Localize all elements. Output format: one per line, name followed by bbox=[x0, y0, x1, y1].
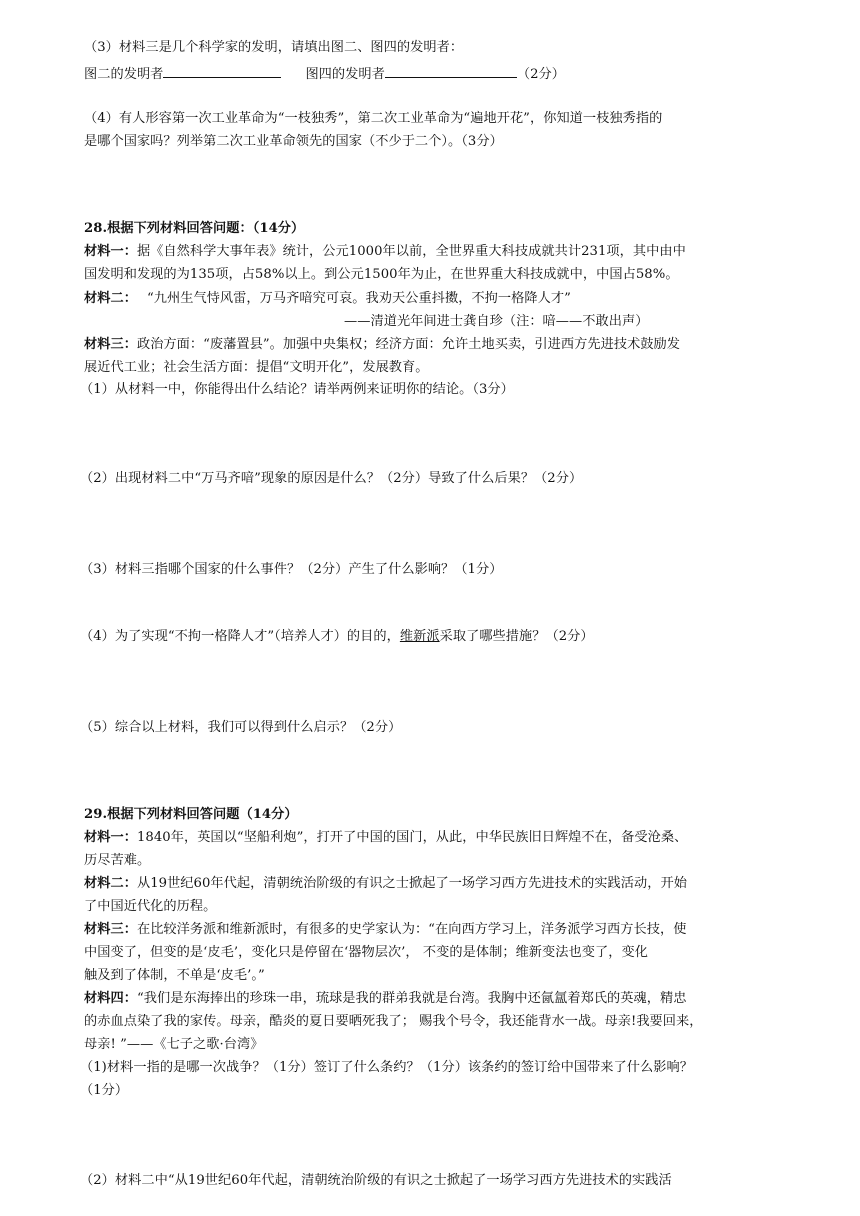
q29-material2-line1 bbox=[84, 874, 784, 894]
q29-material3-line3: 触及到了体制，不单是‘皮毛’。” bbox=[84, 968, 265, 983]
q29-subquestion-2-line1: （2）材料二中“从19世纪60年代起，清朝统治阶级的有识之士掀起了一场学习西方先进技术的实践活 bbox=[80, 1173, 672, 1188]
q28-subquestion-5: （5）综合以上材料，我们可以得到什么启示？（2分） bbox=[80, 720, 402, 735]
material-label: 材料二： bbox=[84, 291, 137, 306]
q29-material4-line3: 母亲! ”——《七子之歌·台湾》 bbox=[84, 1037, 264, 1052]
q29-material3-line1 bbox=[84, 920, 784, 940]
q29-material4-line1 bbox=[84, 989, 784, 1009]
q28-subquestion-3: （3）材料三指哪个国家的什么事件？（2分）产生了什么影响？（1分） bbox=[80, 562, 503, 577]
subquestion-text: 采取了哪些措施？（2分） bbox=[439, 629, 594, 644]
q29-title: 29.根据下列材料回答问题（14分） bbox=[84, 807, 298, 822]
material-label: 材料四： bbox=[84, 991, 137, 1006]
q29-material1-line1 bbox=[84, 828, 784, 848]
score: （2分） bbox=[516, 67, 566, 82]
q27-sub4-line2: 是哪个国家吗？列举第二次工业革命领先的国家（不少于二个）。（3分） bbox=[84, 134, 503, 149]
q28-material1-line1 bbox=[84, 242, 784, 262]
q29-material1-line2: 历尽苦难。 bbox=[84, 853, 151, 868]
blank-figure4-inventor[interactable] bbox=[385, 63, 517, 78]
label-figure4-inventor: 图四的发明者 bbox=[305, 67, 385, 82]
q28-material2 bbox=[84, 289, 784, 309]
underlined-term: 维新派 bbox=[399, 629, 440, 644]
q27-sub3-line2 bbox=[84, 63, 784, 85]
material-text: 据《自然科学大事年表》统计，公元1000年以前，全世界重大科技成就共计231项，其中由中 bbox=[136, 244, 686, 259]
q27-sub4-line1: （4）有人形容第一次工业革命为“一枝独秀”，第二次工业革命为“遍地开花”，你知道一枝独秀指的 bbox=[84, 111, 663, 126]
material-label: 材料一： bbox=[84, 244, 137, 259]
q29-subquestion-1-line1: （1)材料一指的是哪一次战争？（1分）签订了什么条约？（1分）该条约的签订给中国带来了什么影响？ bbox=[80, 1060, 693, 1075]
q27-sub3-line1: （3）材料三是几个科学家的发明，请填出图二、图四的发明者： bbox=[84, 40, 464, 55]
blank-figure2-inventor[interactable] bbox=[163, 63, 281, 78]
subquestion-text: （4）为了实现“不拘一格降人才”（培养人才）的目的， bbox=[80, 629, 400, 644]
material-label: 材料三： bbox=[84, 337, 137, 352]
q28-subquestion-2: （2）出现材料二中“万马齐喑”现象的原因是什么？（2分）导致了什么后果？（2分） bbox=[80, 471, 583, 486]
q28-material2-source: ——清道光年间进士龚自珍（注：喑——不敢出声） bbox=[344, 314, 649, 329]
q28-material3-line1 bbox=[84, 335, 784, 355]
material-label: 材料一： bbox=[84, 830, 137, 845]
material-text: 在比较洋务派和维新派时，有很多的史学家认为：“在向西方学习上，洋务派学习西方长技，使 bbox=[136, 922, 687, 937]
q28-title: 28.根据下列材料回答问题：（14分） bbox=[84, 221, 305, 236]
material-text: “九州生气恃风雷，万马齐喑究可哀。我劝天公重抖擞，不拘一格降人才” bbox=[146, 291, 571, 306]
q29-material3-line2: 中国变了，但变的是‘皮毛’，变化只是停留在‘器物层次’， 不变的是体制；维新变法也变了，变化 bbox=[84, 945, 648, 960]
material-text: 从19世纪60年代起，清朝统治阶级的有识之士掀起了一场学习西方先进技术的实践活动，开始 bbox=[136, 876, 687, 891]
material-text: 1840年，英国以“坚船利炮”，打开了中国的国门，从此，中华民族旧日辉煌不在，备受沧桑、 bbox=[136, 830, 688, 845]
q28-subquestion-4 bbox=[80, 627, 780, 647]
material-label: 材料二： bbox=[84, 876, 137, 891]
q28-material3-line2: 展近代工业；社会生活方面：提倡“文明开化”，发展教育。 bbox=[84, 360, 429, 375]
material-text: 政治方面：“废藩置县”。加强中央集权；经济方面：允许土地买卖，引进西方先进技术鼓励发 bbox=[136, 337, 681, 352]
q29-material4-line2: 的赤血点染了我的家传。母亲，酷炎的夏日要晒死我了； 赐我个号令，我还能背水一战。母亲!我要回来， bbox=[84, 1014, 703, 1029]
q29-material2-line2: 了中国近代化的历程。 bbox=[84, 899, 217, 914]
material-text: “我们是东海捧出的珍珠一串，琉球是我的群弟我就是台湾。我胸中还氤氲着郑氏的英魂，精忠 bbox=[136, 991, 687, 1006]
q29-subquestion-1-line2: （1分） bbox=[80, 1083, 129, 1098]
q28-material1-line2: 国发明和发现的为135项，占58%以上。到公元1500年为止，在世界重大科技成就中，中国占58%。 bbox=[84, 267, 679, 282]
material-label: 材料三： bbox=[84, 922, 137, 937]
label-figure2-inventor: 图二的发明者 bbox=[84, 67, 164, 82]
q28-subquestion-1: （1）从材料一中，你能得出什么结论？请举两例来证明你的结论。（3分） bbox=[80, 382, 514, 397]
